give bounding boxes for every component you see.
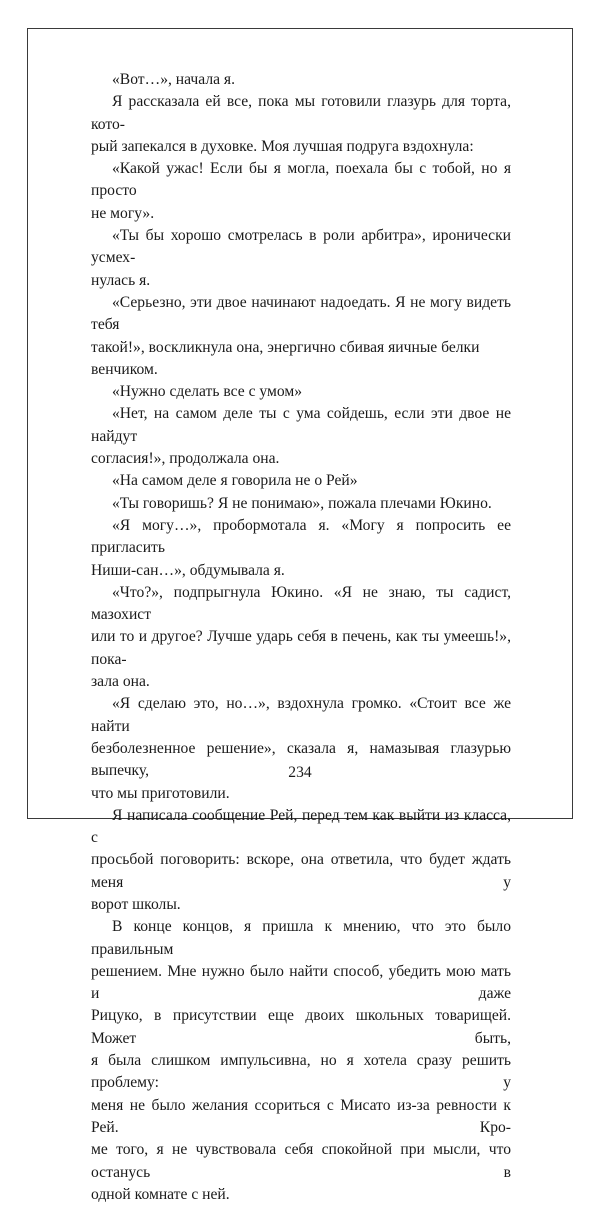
text-line: Я рассказала ей все, пока мы готовили глазурь для торта, кото- [91, 93, 511, 133]
text-line: «Ты бы хорошо смотрелась в роли арбитра», иронически усмех- [91, 227, 511, 267]
text-line: что мы приготовили. [91, 784, 230, 802]
text-line: «Ты говоришь? Я не понимаю», пожала плечами Юкино. [112, 494, 492, 512]
paragraph [91, 916, 511, 1206]
paragraph [91, 292, 511, 381]
text-line: одной комнате с ней. [91, 1185, 230, 1203]
body-text [91, 69, 511, 1206]
text-line: ворот школы. [91, 895, 181, 913]
text-line: безболезненное решение», сказала я, намазывая глазурью выпечку, [91, 739, 511, 780]
text-line: «Вот…», начала я. [112, 71, 236, 88]
text-line: «Нужно сделать все с умом» [112, 383, 303, 401]
text-line: В конце концов, я пришла к мнению, что это было правильным [91, 918, 511, 958]
paragraph [91, 225, 511, 292]
text-line: «Я могу…», пробормотала я. «Могу я попросить ее пригласить [91, 516, 511, 557]
paragraph [91, 582, 511, 693]
paragraph [91, 693, 511, 804]
text-line: или то и другое? Лучше ударь себя в печень, как ты умеешь!», пока- [91, 628, 511, 668]
paragraph [91, 805, 511, 916]
paragraph [91, 403, 511, 470]
paragraph [91, 158, 511, 225]
paragraph [91, 91, 511, 158]
page-number: 234 [288, 764, 312, 781]
text-line: просьбой поговорить: вскоре, она ответила, что будет ждать меня у [91, 851, 511, 891]
text-line: «Нет, на самом деле ты с ума сойдешь, если эти двое не найдут [91, 405, 511, 445]
text-line: Я написала сообщение Рей, перед тем как выйти из класса, с [91, 806, 511, 847]
text-line: я была слишком импульсивна, но я хотела сразу решить проблему: у [91, 1052, 511, 1092]
text-line: согласия!», продолжала она. [91, 450, 280, 468]
paragraph [91, 515, 511, 582]
text-line: ме того, я не чувствовала себя спокойной при мысли, что останусь в [91, 1141, 511, 1181]
text-line: «Какой ужас! Если бы я могла, поехала бы с тобой, но я просто [91, 160, 511, 200]
text-line: «Что?», подпрыгнула Юкино. «Я не знаю, ты садист, мазохист [91, 583, 511, 624]
text-line: «На самом деле я говорила не о Рей» [112, 472, 358, 490]
paragraph [91, 470, 511, 492]
paragraph [91, 381, 511, 403]
text-line: решением. Мне нужно было найти способ, убедить мою мать и даже [91, 962, 511, 1003]
text-line: Рицуко, в присутствии еще двоих школьных товарищей. Может быть, [91, 1007, 511, 1047]
text-line: рый запекался в духовке. Моя лучшая подруга вздохнула: [91, 137, 474, 155]
text-line: «Я сделаю это, но…», вздохнула громко. «Стоит все же найти [91, 695, 511, 735]
text-line: меня не было желания ссориться с Мисато из-за ревности к Рей. Кро- [91, 1096, 511, 1136]
text-line: не могу». [91, 204, 155, 222]
text-line: нулась я. [91, 271, 151, 289]
text-line: «Серьезно, эти двое начинают надоедать. Я не могу видеть тебя [91, 293, 511, 334]
text-line: зала она. [91, 673, 150, 691]
paragraph [91, 493, 511, 515]
text-line: такой!», воскликнула она, энергично сбивая яичные белки венчиком. [91, 338, 480, 378]
paragraph [91, 69, 511, 91]
text-line: Ниши-сан…», обдумывала я. [91, 561, 285, 579]
